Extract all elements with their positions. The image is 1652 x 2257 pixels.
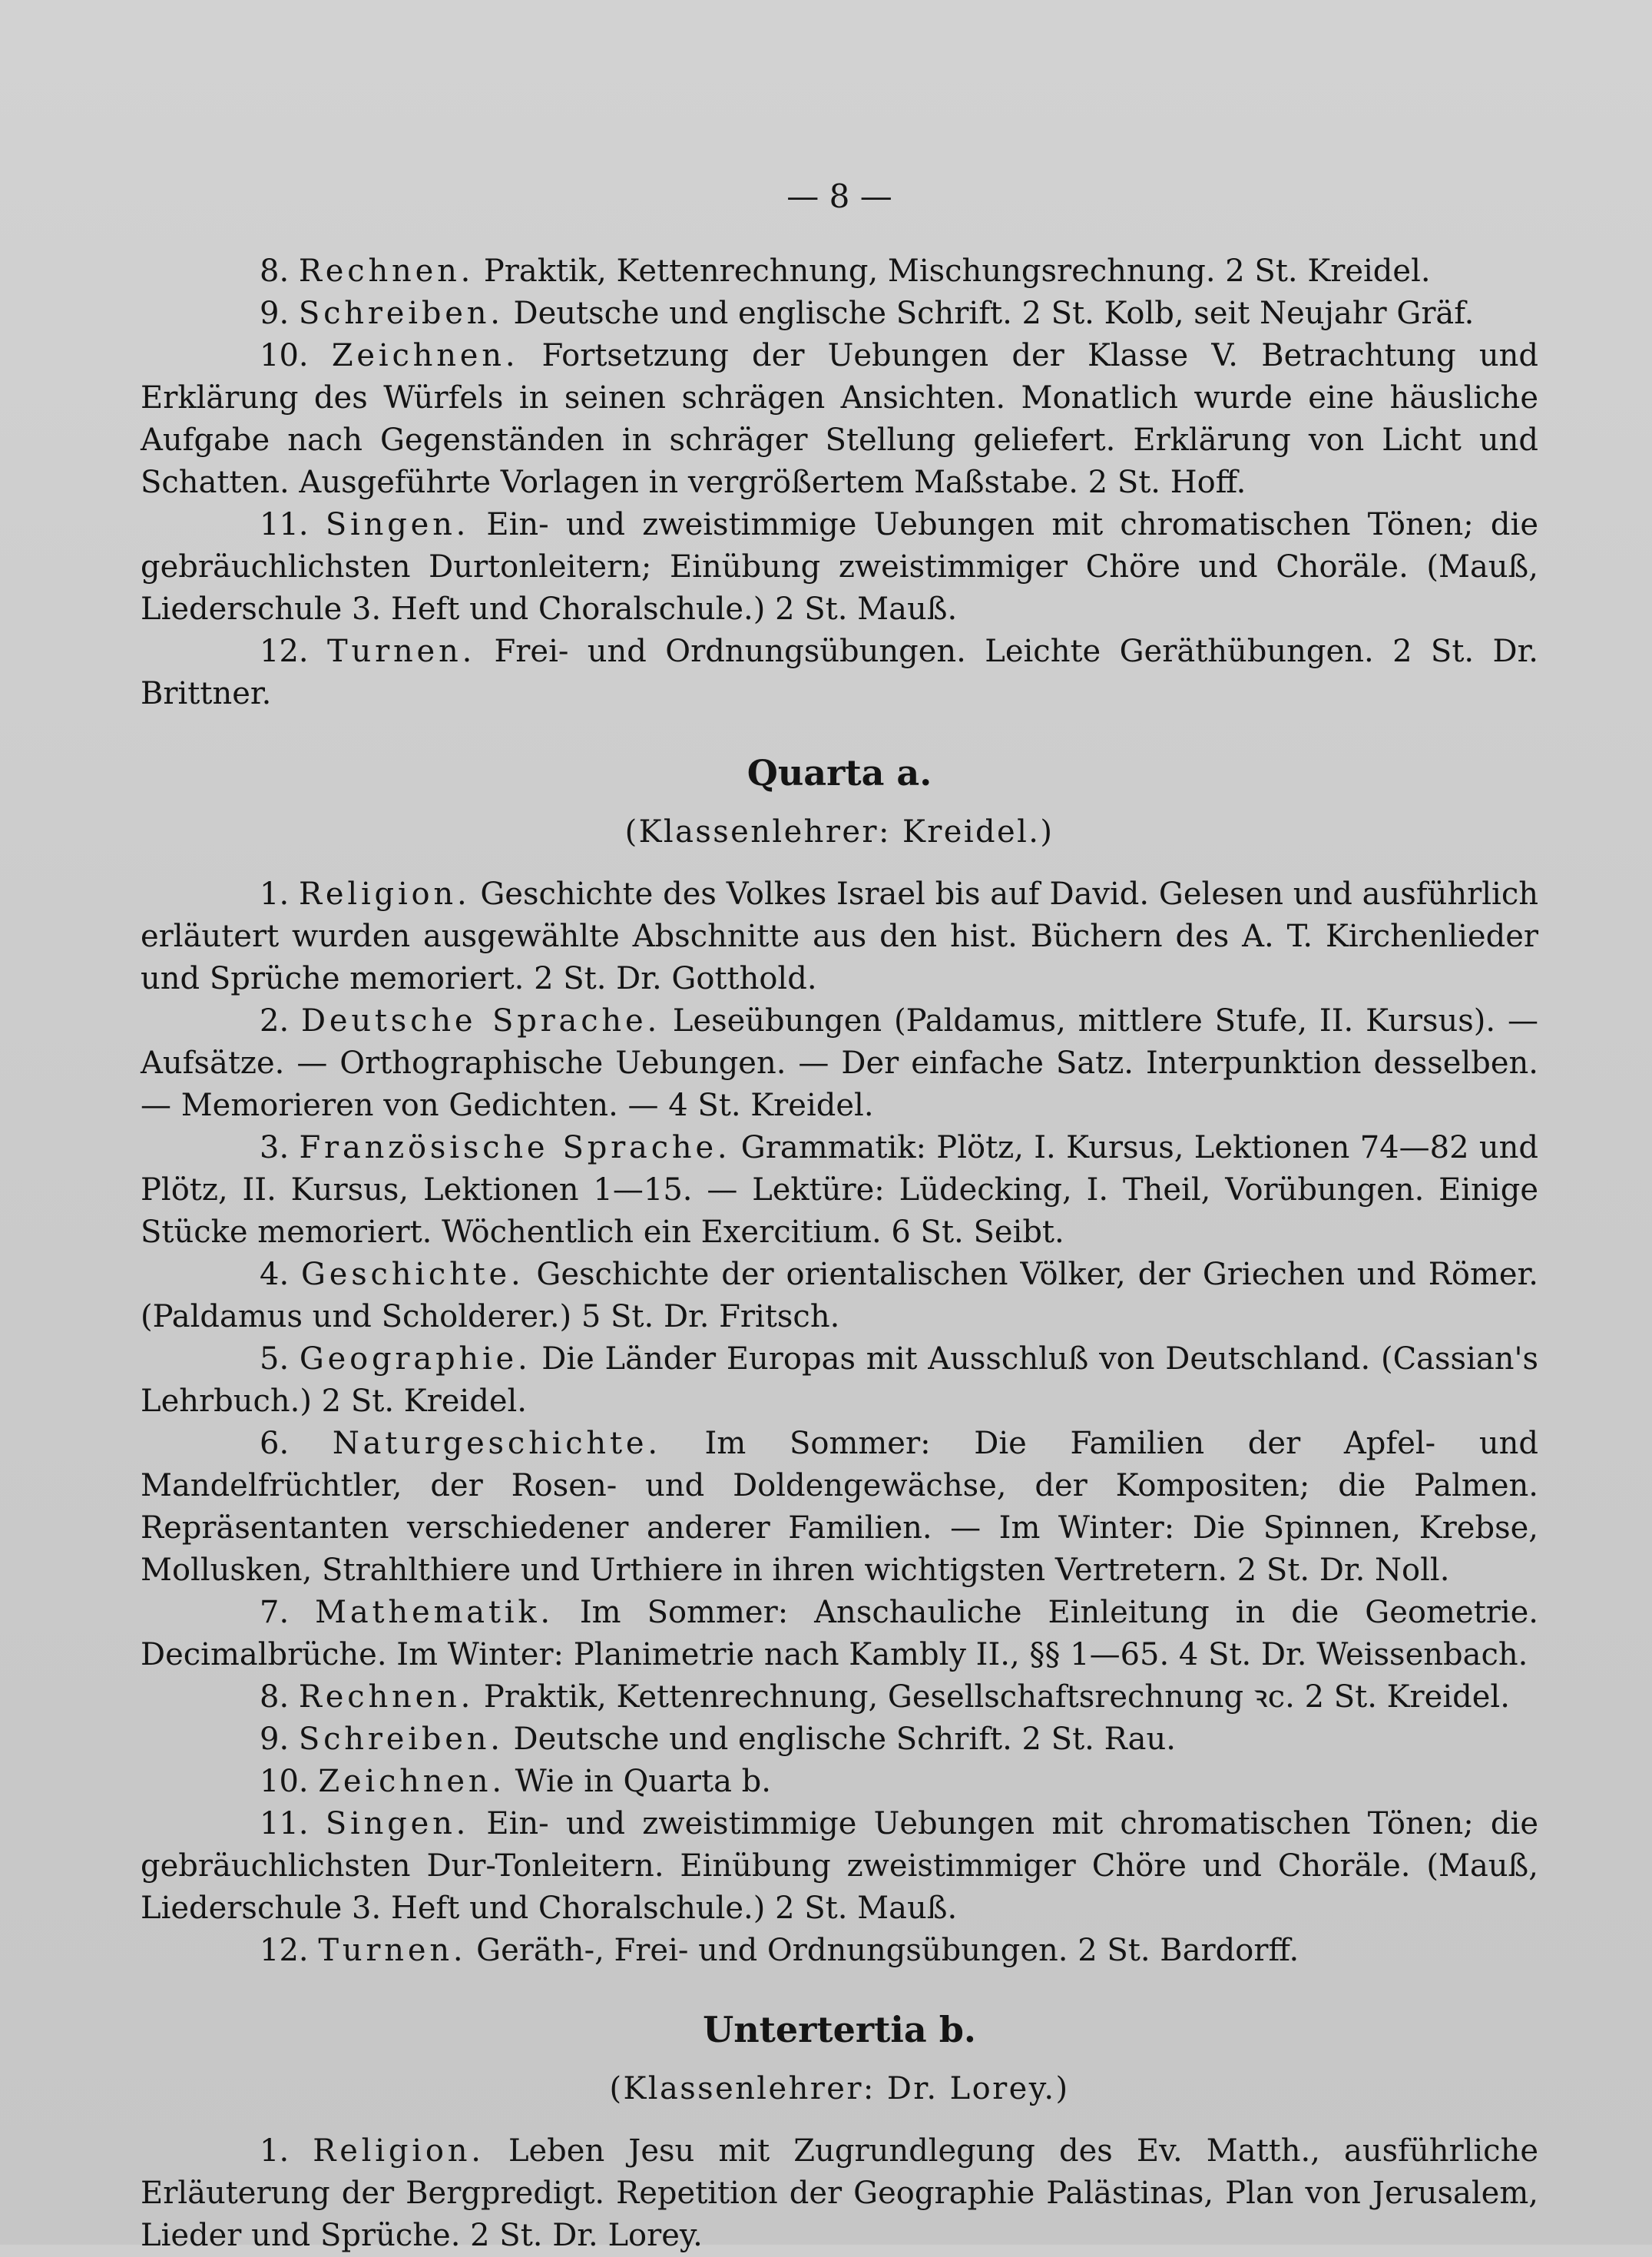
list-item: 10. Zeichnen. Wie in Quarta b. bbox=[260, 1764, 771, 1799]
list-item: 1. Religion. Geschichte des Volkes Israel bis auf David. Gelesen und ausführlich erläutert wurden ausgewählte Abschnitte aus den hist. Büchern des A. T. Kirchenlieder und Sprüche memoriert. 2 St. Dr. Gotthold. bbox=[141, 877, 1539, 996]
list-item: 4. Geschichte. Geschichte der orientalischen Völker, der Griechen und Römer. (Paldamus und Scholderer.) 5 St. Dr. Fritsch. bbox=[141, 1257, 1538, 1334]
list-item: 12. Turnen. Frei- und Ordnungsübungen. Leichte Geräthübungen. 2 St. Dr. Brittner. bbox=[141, 634, 1539, 711]
section-heading: Untertertia b. bbox=[703, 2009, 976, 2050]
list-item: 8. Rechnen. Praktik, Kettenrechnung, Mischungsrechnung. 2 St. Kreidel. bbox=[260, 254, 1431, 289]
list-item: 12. Turnen. Geräth-, Frei- und Ordnungsübungen. 2 St. Bardorff. bbox=[260, 1933, 1299, 1968]
section-continuation bbox=[141, 250, 1538, 715]
list-item: 11. Singen. Ein- und zweistimmige Uebungen mit chromatischen Tönen; die gebräuchlichsten Durtonleitern; Einübung zweistimmiger Chöre und Choräle. (Mauß, Liederschule 3. Heft und Choralschule.) 2 St. Mauß. bbox=[141, 507, 1538, 627]
list-item: 2. Deutsche Sprache. Leseübungen (Paldamus, mittlere Stufe, II. Kursus). — Aufsätze. — Orthographische Uebungen. — Der einfache Satz. Interpunktion desselben. — Memorieren von Gedichten. — 4 St. Kreidel. bbox=[141, 1003, 1538, 1123]
list-item: 9. Schreiben. Deutsche und englische Schrift. 2 St. Rau. bbox=[260, 1722, 1176, 1757]
section-untertertia-b bbox=[141, 2009, 1538, 2257]
page-content bbox=[141, 175, 1538, 2257]
section-subheading: (Klassenlehrer: Kreidel.) bbox=[624, 814, 1054, 850]
list-item: 3. Französische Sprache. Grammatik: Plötz, I. Kursus, Lektionen 74—82 und Plötz, II. Kursus, Lektionen 1—15. — Lektüre: Lüdecking, I. Theil, Vorübungen. Einige Stücke memoriert. Wöchentlich ein Exercitium. 6 St. Seibt. bbox=[141, 1130, 1538, 1250]
list-item: 1. Religion. Leben Jesu mit Zugrundlegung des Ev. Matth., ausführliche Erläuterung der Bergpredigt. Repetition der Geographie Palästinas, Plan von Jerusalem, Lieder und Sprüche. 2 St. Dr. Lorey. bbox=[141, 2133, 1539, 2253]
list-item: 10. Zeichnen. Fortsetzung der Uebungen der Klasse V. Betrachtung und Erklärung des Würfels in seinen schrägen Ansichten. Monatlich wurde eine häusliche Aufgabe nach Gegenständen in schräger Stellung geliefert. Erklärung von Licht und Schatten. Ausgeführte Vorlagen in vergrößertem Maßstabe. 2 St. Hoff. bbox=[141, 338, 1538, 500]
section-subheading: (Klassenlehrer: Dr. Lorey.) bbox=[609, 2071, 1070, 2106]
list-item: 9. Schreiben. Deutsche und englische Schrift. 2 St. Kolb, seit Neujahr Gräf. bbox=[260, 296, 1475, 331]
list-item: 11. Singen. Ein- und zweistimmige Uebungen mit chromatischen Tönen; die gebräuchlichsten Dur-Tonleitern. Einübung zweistimmiger Chöre und Choräle. (Mauß, Liederschule 3. Heft und Choralschule.) 2 St. Mauß. bbox=[141, 1806, 1538, 1926]
page-number: — 8 — bbox=[786, 177, 892, 215]
section-quarta-a bbox=[141, 752, 1538, 1972]
list-item: 8. Rechnen. Praktik, Kettenrechnung, Gesellschaftsrechnung ꝛc. 2 St. Kreidel. bbox=[260, 1679, 1510, 1715]
list-item: 6. Naturgeschichte. Im Sommer: Die Familien der Apfel- und Mandelfrüchtler, der Rosen- und Doldengewächse, der Kompositen; die Palmen. Repräsentanten verschiedener anderer Familien. — Im Winter: Die Spinnen, Krebse, Mollusken, Strahlthiere und Urthiere in ihren wichtigsten Vertretern. 2 St. Dr. Noll. bbox=[141, 1426, 1538, 1588]
list-item: 5. Geographie. Die Länder Europas mit Ausschluß von Deutschland. (Cassian's Lehrbuch.) 2 St. Kreidel. bbox=[141, 1341, 1539, 1419]
section-heading: Quarta a. bbox=[747, 752, 932, 794]
list-item: 7. Mathematik. Im Sommer: Anschauliche Einleitung in die Geometrie. Decimalbrüche. Im Winter: Planimetrie nach Kambly II., §§ 1—65. 4 St. Dr. Weissenbach. bbox=[141, 1595, 1538, 1672]
